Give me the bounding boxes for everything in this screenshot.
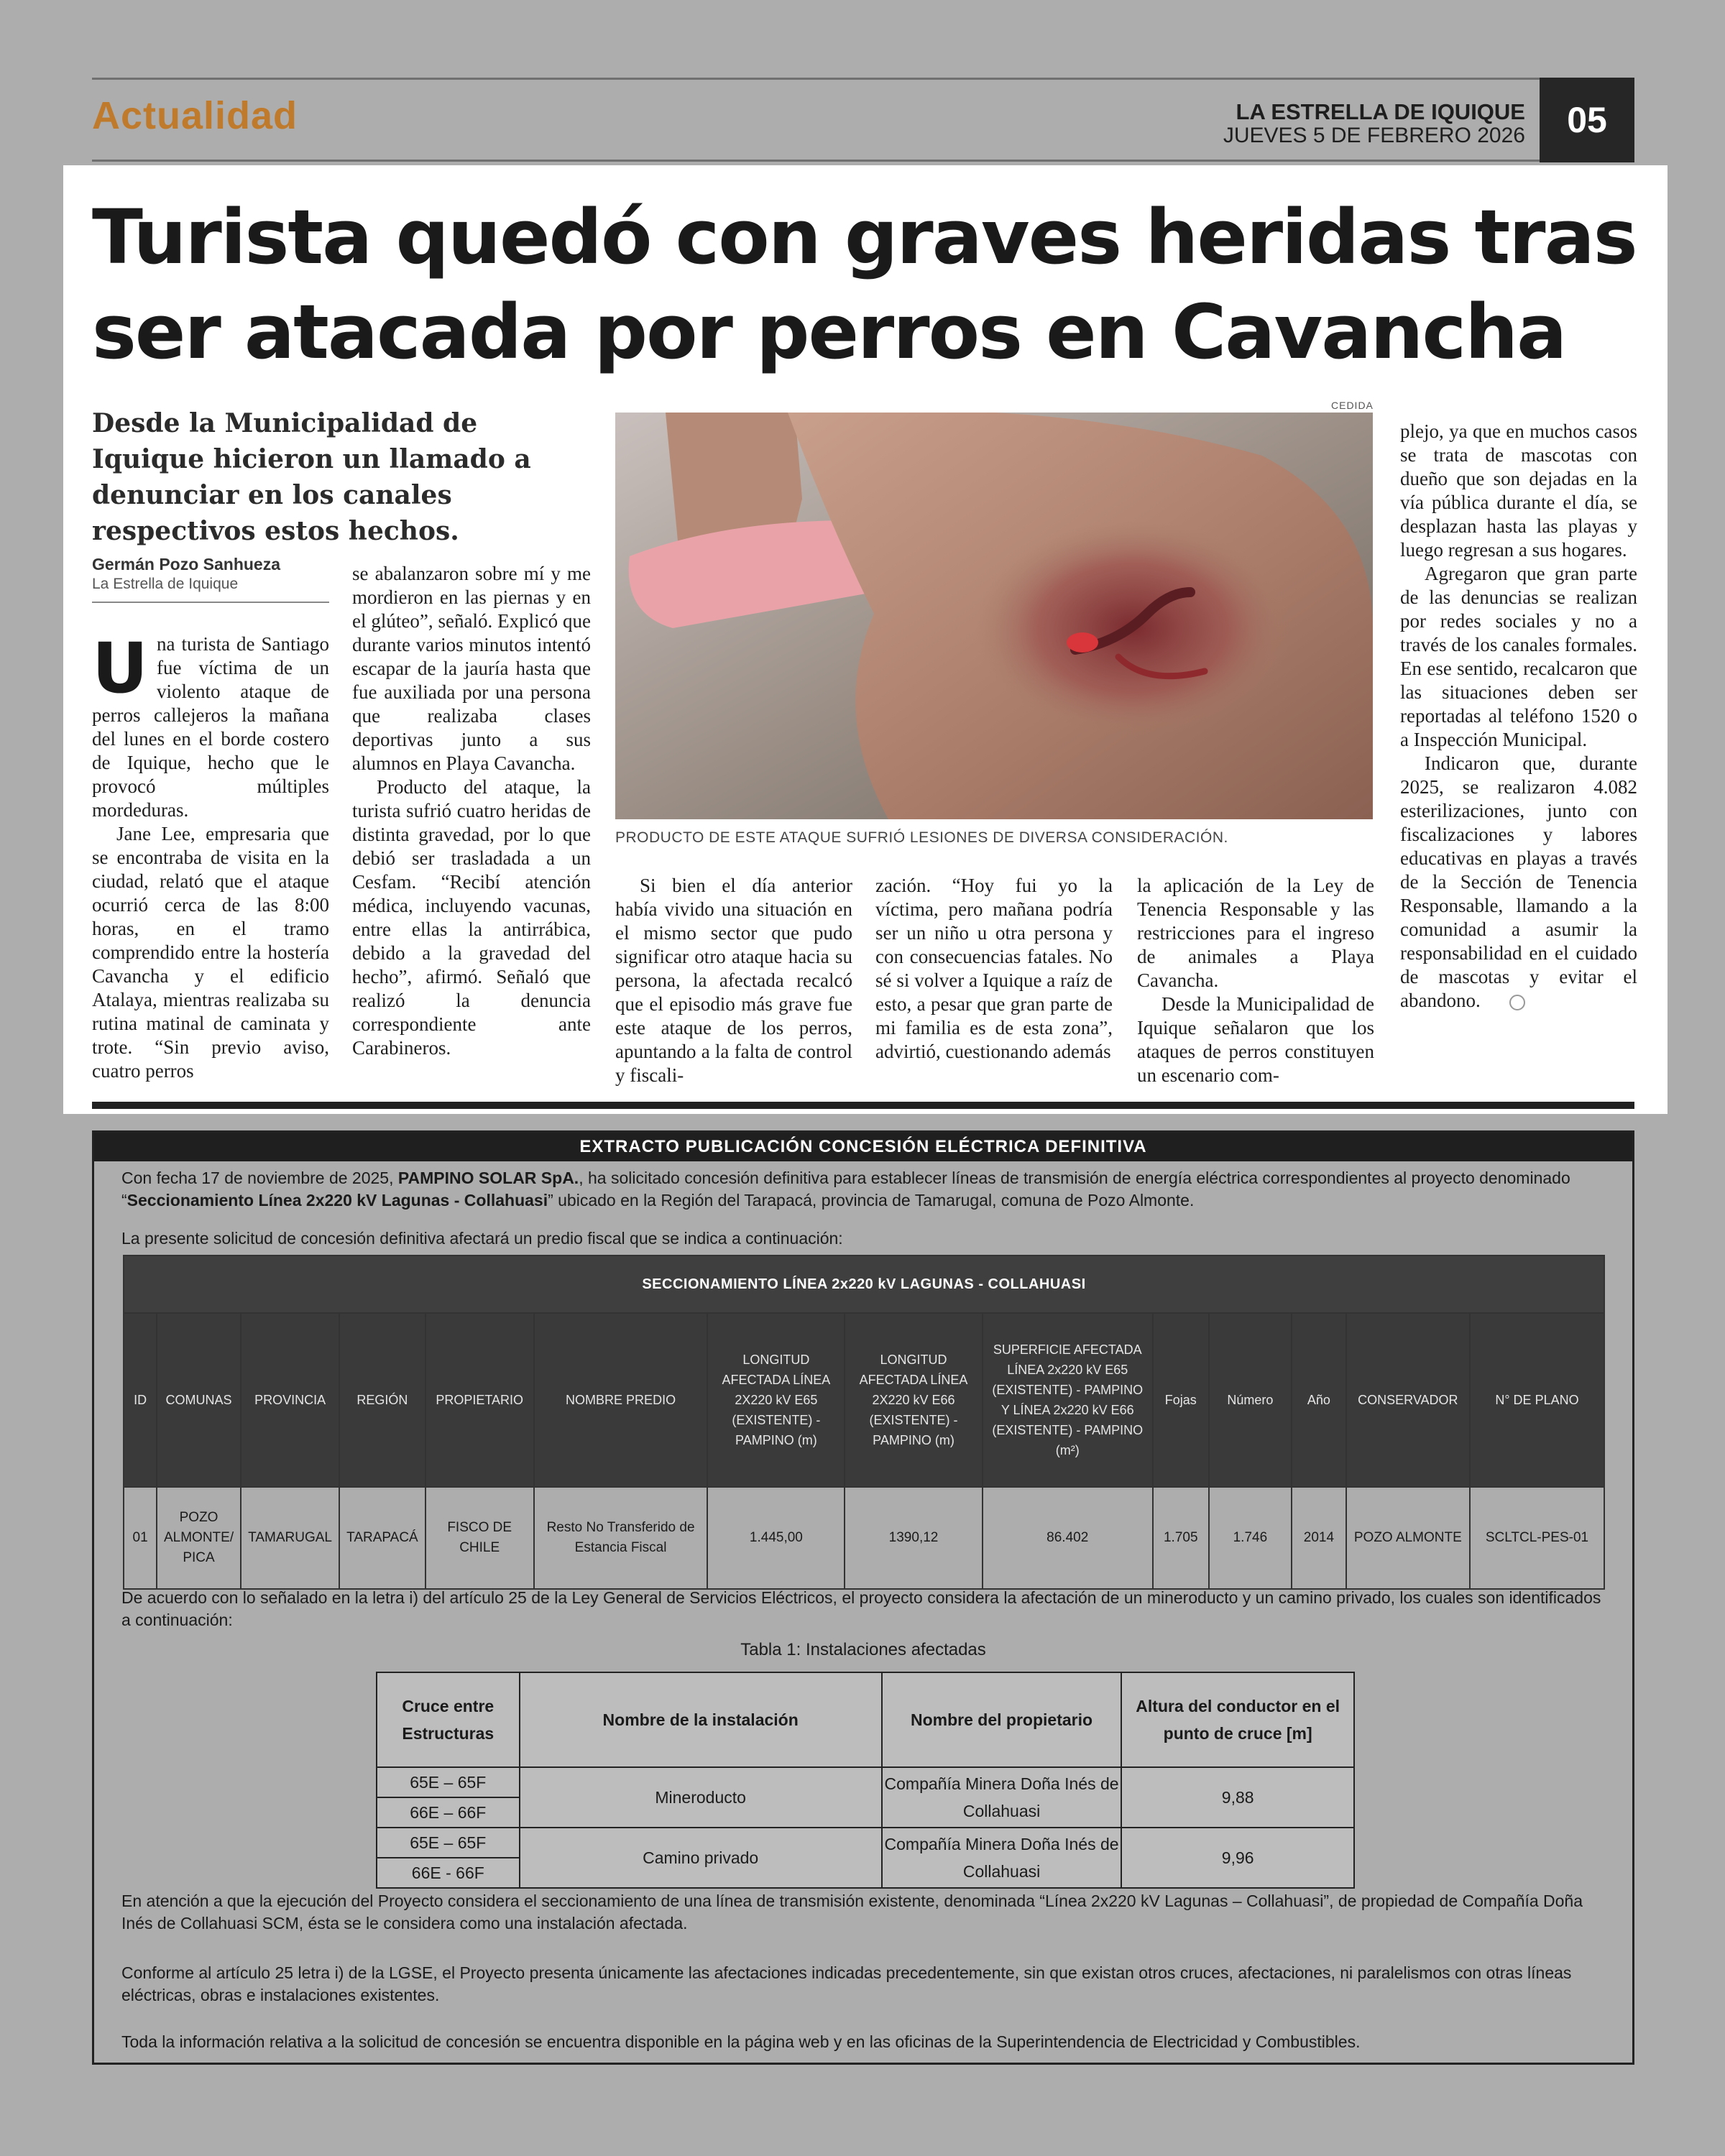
paragraph: Agregaron que gran parte de las denuncias se realizan por redes sociales y no a través de los canales formales. En ese sentido, recalcaron que las situaciones deben ser reportadas al teléfono 1520 o a Inspección Municipal. (1400, 563, 1637, 750)
column-header: Número (1209, 1313, 1292, 1487)
table-cell: 1.445,00 (707, 1487, 845, 1589)
intro-text: ” ubicado en la Región del Tarapacá, provincia de Tamarugal, comuna de Pozo Almonte. (548, 1191, 1195, 1210)
paragraph-text: Indicaron que, durante 2025, se realizaron 4.082 esterilizaciones, junto con fiscalizaciones y labores educativas en playas a través de la Sección de Tenencia Responsable, llamando a la comunidad a asumir la responsabilidad en el cuidado de mascotas y evitar el abandono. (1400, 752, 1637, 1011)
article-column-5 (1137, 874, 1374, 1087)
notice-paragraph: De acuerdo con lo señalado en la letra i) del artículo 25 de la Ley General de Servicios Eléctricos, el proyecto considera la afectación de un mineroducto y un camino privado, los cuales son identificados a continuación: (121, 1588, 1601, 1629)
table-cell: 66E - 66F (377, 1858, 520, 1888)
article-column-3 (615, 874, 852, 1087)
column-header: LONGITUD AFECTADA LÍNEA 2X220 kV E66 (EXISTENTE) - PAMPINO (m) (845, 1313, 982, 1487)
article-card (63, 165, 1668, 1114)
table-cell: Camino privado (520, 1828, 882, 1888)
table-cell: POZO ALMONTE/ PICA (157, 1487, 241, 1589)
table-cell: POZO ALMONTE (1346, 1487, 1470, 1589)
table1-title: Tabla 1: Instalaciones afectadas (740, 1640, 986, 1659)
author-outlet: La Estrella de Iquique (92, 576, 239, 592)
intro-text: Con fecha 17 de noviembre de 2025, (121, 1169, 398, 1187)
paragraph: la aplicación de la Ley de Tenencia Responsable y las restricciones para el ingreso de animales a Playa Cavancha. (1137, 875, 1374, 991)
paragraph: Jane Lee, empresaria que se encontraba de visita en la ciudad, relató que el ataque ocurrió cerca de las 8:00 horas, en el tramo comprendido entre la hostería Cavancha y el edificio Atalaya, mientras realizaba su rutina matinal de caminata y trote. “Sin previo aviso, cuatro perros (92, 823, 329, 1082)
paragraph: se abalanzaron sobre mí y me mordieron en las piernas y en el glúteo”, señaló. Explicó que durante varios minutos intentó escapar de la jauría hasta que fue auxiliada por una persona que realizaba clases deportivas junto a sus alumnos en Playa Cavancha. (352, 563, 591, 774)
column-header: N° DE PLANO (1470, 1313, 1604, 1487)
notice-paragraph: La presente solicitud de concesión definitiva afectará un predio fiscal que se indica a continuación: (121, 1229, 843, 1248)
article-column-1 (92, 628, 329, 1083)
table-cell: SCLTCL-PES-01 (1470, 1487, 1604, 1589)
column-header: Nombre del propietario (882, 1672, 1122, 1767)
column-header: SUPERFICIE AFECTADA LÍNEA 2x220 kV E65 (EXISTENTE) - PAMPINO Y LÍNEA 2x220 kV E66 (EXISTENTE) - PAMPINO (m²) (983, 1313, 1153, 1487)
table-cell: Mineroducto (520, 1767, 882, 1828)
notice-paragraph: En atención a que la ejecución del Proyecto considera el seccionamiento de una línea de transmisión existente, denominada “Línea 2x220 kV Lagunas – Collahuasi”, de propiedad de Compañía Doña Inés de Collahuasi SCM, ésta se le considera como una instalación afectada. (121, 1892, 1583, 1932)
table-cell: 1.746 (1209, 1487, 1292, 1589)
paragraph: Si bien el día anterior había vivido una situación en el mismo sector que pudo significar otro ataque hacia su persona, la afectada recalcó que el episodio más grave fue este ataque de los perros, apuntando a la falta de control y fiscali- (615, 875, 852, 1086)
table-cell: 01 (124, 1487, 157, 1589)
column-header: NOMBRE PREDIO (534, 1313, 708, 1487)
column-header: LONGITUD AFECTADA LÍNEA 2X220 kV E65 (EXISTENTE) - PAMPINO (m) (707, 1313, 845, 1487)
company-name: PAMPINO SOLAR SpA. (397, 1169, 579, 1187)
table-cell: TARAPACÁ (339, 1487, 425, 1589)
table-cell: Compañía Minera Doña Inés de Collahuasi (882, 1767, 1122, 1828)
masthead (1223, 101, 1525, 147)
notice-divider (92, 1102, 1634, 1109)
column-header: PROPIETARIO (426, 1313, 534, 1487)
drop-cap: U (92, 628, 148, 709)
table-cell: 1390,12 (845, 1487, 982, 1589)
photo-caption: PRODUCTO DE ESTE ATAQUE SUFRIÓ LESIONES DE DIVERSA CONSIDERACIÓN. (615, 829, 1228, 846)
article-column-2 (352, 562, 591, 1060)
notice-title: EXTRACTO PUBLICACIÓN CONCESIÓN ELÉCTRICA DEFINITIVA (94, 1133, 1632, 1161)
installations-table (376, 1672, 1355, 1889)
table-cell: 9,96 (1121, 1828, 1354, 1888)
table-cell: 86.402 (983, 1487, 1153, 1589)
table-cell: 65E – 65F (377, 1767, 520, 1797)
column-header: Altura del conductor en el punto de cruce [m] (1121, 1672, 1354, 1767)
column-header: Fojas (1153, 1313, 1209, 1487)
headline: Turista quedó con graves heridas tras ser atacada por perros en Cavancha (92, 193, 1637, 376)
article-column-4 (875, 874, 1113, 1064)
article-column-6 (1400, 420, 1637, 1013)
section-label: Actualidad (92, 94, 298, 137)
subhead: Desde la Municipalidad de Iquique hicieron un llamado a denunciar en los canales respectivos estos hechos. (92, 408, 531, 546)
author-name: Germán Pozo Sanhueza (92, 555, 281, 573)
column-header: COMUNAS (157, 1313, 241, 1487)
page-number: 05 (1540, 78, 1634, 162)
property-table (123, 1255, 1605, 1590)
issue-date: JUEVES 5 DE FEBRERO 2026 (1223, 124, 1525, 147)
notice-paragraph: Conforme al artículo 25 letra i) de la LGSE, el Proyecto presenta únicamente las afectaciones indicadas precedentemente, sin que existan otros cruces, afectaciones, ni paralelismos con otras líneas eléctricas, obras e instalaciones existentes. (121, 1963, 1572, 2004)
column-header: Nombre de la instalación (520, 1672, 882, 1767)
concession-notice (92, 1130, 1634, 2065)
project-name: Seccionamiento Línea 2x220 kV Lagunas - Collahuasi (126, 1191, 548, 1210)
paragraph: Desde la Municipalidad de Iquique señalaron que los ataques de perros constituyen un escenario com- (1137, 993, 1374, 1086)
table-cell: 1.705 (1153, 1487, 1209, 1589)
paragraph (1400, 752, 1637, 1013)
table-cell: TAMARUGAL (241, 1487, 339, 1589)
property-table-caption: SECCIONAMIENTO LÍNEA 2x220 kV LAGUNAS - COLLAHUASI (124, 1256, 1604, 1313)
paragraph: zación. “Hoy fui yo la víctima, pero mañana podría ser un niño u otra persona y con consecuencias fatales. No sé si volver a Iquique a raíz de esto, a pesar que gran parte de mi familia es de esta zona”, advirtió, cuestionando además (875, 875, 1113, 1062)
column-header: PROVINCIA (241, 1313, 339, 1487)
table-cell: 2014 (1292, 1487, 1346, 1589)
photo-credit: CEDIDA (1331, 400, 1374, 411)
table-cell: 66E – 66F (377, 1797, 520, 1828)
notice-intro (121, 1167, 1609, 1212)
column-header: Cruce entre Estructuras (377, 1672, 520, 1767)
notice-paragraph: Toda la información relativa a la solicitud de concesión se encuentra disponible en la página web y en las oficinas de la Superintendencia de Electricidad y Combustibles. (121, 2032, 1361, 2051)
column-header: CONSERVADOR (1346, 1313, 1470, 1487)
injury-photo-illustration (615, 413, 1373, 819)
table-cell: Resto No Transferido de Estancia Fiscal (534, 1487, 708, 1589)
paragraph: Producto del ataque, la turista sufrió cuatro heridas de distinta gravedad, por lo que debió ser trasladada a un Cesfam. “Recibí atención médica, incluyendo vacunas, entre ellas la antirrábica, debido a la gravedad del hecho”, afirmó. Señaló que realizó la denuncia correspondiente ante Carabineros. (352, 776, 591, 1059)
table-row (377, 1767, 1354, 1797)
table-row (124, 1487, 1604, 1589)
column-header: ID (124, 1313, 157, 1487)
paragraph-text: na turista de Santiago fue víctima de un violento ataque de perros callejeros la mañana del lunes en el borde costero de Iquique, hecho que le provocó múltiples mordeduras. (92, 633, 329, 821)
table-cell: FISCO DE CHILE (426, 1487, 534, 1589)
column-header: Año (1292, 1313, 1346, 1487)
injury-photo (615, 413, 1373, 819)
newspaper-name: LA ESTRELLA DE IQUIQUE (1236, 99, 1525, 124)
byline (92, 555, 329, 603)
paragraph (92, 628, 329, 822)
top-rule (92, 78, 1634, 80)
intro-text: , ha solicitado concesión definitiva para establecer líneas de transmisión de energía eléctrica correspondientes al proyecto denominado “ (121, 1169, 1570, 1210)
table-cell: Compañía Minera Doña Inés de Collahuasi (882, 1828, 1122, 1888)
end-of-article-icon (1509, 995, 1525, 1010)
column-header: REGIÓN (339, 1313, 425, 1487)
table-row (377, 1828, 1354, 1858)
paragraph: plejo, ya que en muchos casos se trata de mascotas con dueño que son dejadas en la vía pública durante el día, se desplazan hasta las playas y luego regresan a sus hogares. (1400, 420, 1637, 561)
table-cell: 9,88 (1121, 1767, 1354, 1828)
header-rule (92, 160, 1540, 162)
table-cell: 65E – 65F (377, 1828, 520, 1858)
